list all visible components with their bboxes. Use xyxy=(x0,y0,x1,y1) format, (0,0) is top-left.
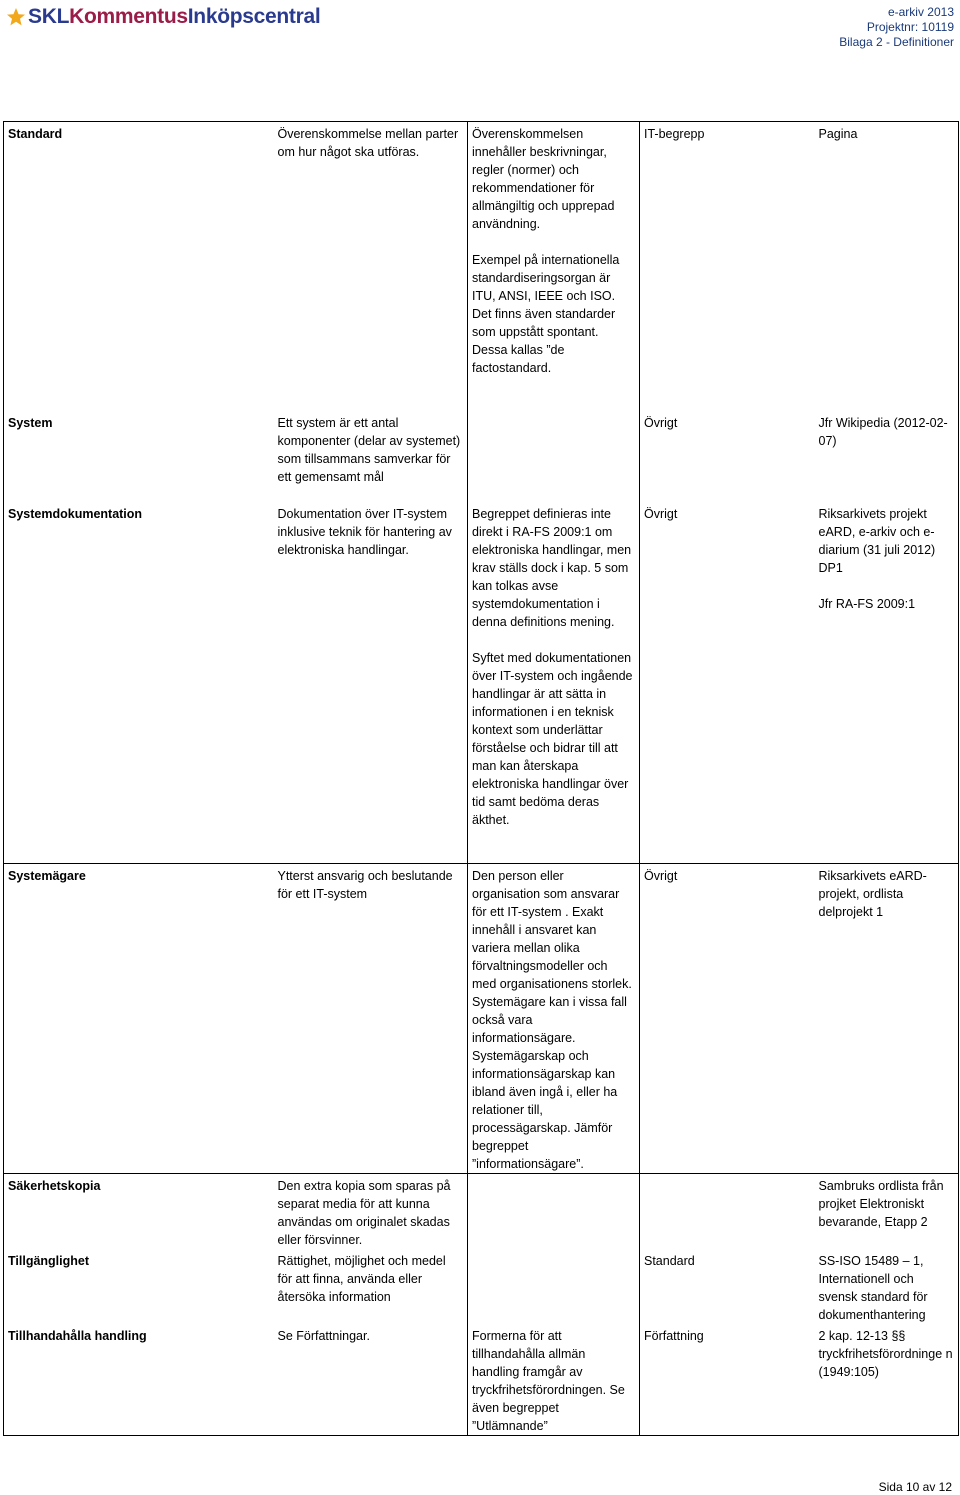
source-cell xyxy=(815,411,959,502)
logo-text-skl: SKL xyxy=(28,5,70,28)
definition-text: Den extra kopia som sparas på separat media för att kunna användas om originalet skadas eller försvinner. xyxy=(277,1179,451,1247)
header-logo xyxy=(6,4,320,30)
logo-star-icon xyxy=(6,7,26,27)
source-text: Riksarkivets projekt eARD, e-arkiv och e-diarium (31 juli 2012) DP1 xyxy=(818,506,936,575)
term-cell: Tillgänglighet xyxy=(8,1254,90,1268)
page-number: Sida 10 av 12 xyxy=(878,1480,952,1494)
term-cell: Systemdokumentation xyxy=(8,506,143,521)
category-cell: Övrigt xyxy=(640,864,815,1174)
header-project-number: Projektnr: 10119 xyxy=(866,20,954,34)
source-cell xyxy=(815,864,959,1174)
header-meta xyxy=(839,5,954,50)
term-cell: Säkerhetskopia xyxy=(4,1174,274,1250)
term-cell: Tillhandahålla handling xyxy=(8,1329,147,1343)
table-row xyxy=(4,122,959,411)
category-cell: Författning xyxy=(644,1329,704,1343)
table-row xyxy=(4,1249,959,1324)
comment-text: Formerna för att tillhandahålla allmän handling framgår av tryckfrihetsförordningen. Se även begreppet ”Utlämnande” xyxy=(472,1329,625,1433)
term-cell: Systemägare xyxy=(4,864,274,1174)
source-cell xyxy=(815,1174,959,1250)
category-cell xyxy=(640,1174,815,1250)
source-text: Pagina xyxy=(818,127,858,141)
definition-text: Ett system är ett antal komponenter (delar av systemet) som tillsammans samverkar för ett gemensamt mål xyxy=(277,415,461,484)
source-text: Jfr RA-FS 2009:1 xyxy=(818,596,916,611)
header-appendix: Bilaga 2 - Definitioner xyxy=(839,35,954,49)
table-row xyxy=(4,411,959,502)
category-cell: Standard xyxy=(644,1254,695,1268)
comment-text: Överenskommelsen innehåller beskrivningar, regler (normer) och rekommendationer för allmängiltig och upprepad användning. xyxy=(472,127,615,231)
definition-text: Ytterst ansvarig och beslutande för ett IT-system xyxy=(277,869,453,901)
source-text: Sambruks ordlista från projket Elektroniskt bevarande, Etapp 2 xyxy=(818,1179,944,1229)
source-cell xyxy=(815,502,959,864)
definition-cell xyxy=(274,122,468,411)
table-row xyxy=(4,864,959,1174)
category-cell: IT-begrepp xyxy=(644,127,705,141)
definition-text: Se Författningar. xyxy=(277,1329,370,1343)
comment-cell xyxy=(468,1249,640,1324)
comment-cell xyxy=(468,122,640,411)
source-cell xyxy=(815,1249,959,1324)
table-row xyxy=(4,1324,959,1436)
comment-text: Begreppet definieras inte direkt i RA-FS 2009:1 om elektroniska handlingar, men krav ställs dock i kap. 5 som kan tolkas avse systemdokumentation i denna definitions mening. xyxy=(472,506,632,629)
source-text: Jfr Wikipedia (2012-02-07) xyxy=(818,415,948,448)
term-cell: System xyxy=(8,415,53,430)
comment-text: Exempel på internationella standardiseringsorgan är ITU, ANSI, IEEE och ISO. Det finns även standarder som uppstått spontant. Dessa kallas ”de factostandard. xyxy=(472,253,620,375)
source-cell xyxy=(815,1324,959,1436)
source-cell xyxy=(815,122,959,411)
category-cell: Övrigt xyxy=(644,506,678,521)
comment-cell xyxy=(468,502,640,864)
definition-cell xyxy=(274,1174,468,1250)
logo-text-kommentus: Kommentus xyxy=(69,5,188,28)
definition-cell xyxy=(274,1324,468,1436)
term-cell: Standard xyxy=(8,127,63,141)
comment-text: Den person eller organisation som ansvarar för ett IT-system . Exakt innehåll i ansvaret kan variera mellan olika förvaltningsmodeller och med organisationens storlek. Systemägare kan i vissa fall också vara informationsägare. Systemägarskap och informationsägarskap kan ibland även ingå i, eller ha relationer till, processägarskap. Jämför begreppet ”informationsägare”. xyxy=(472,869,632,1171)
definition-text: Rättighet, möjlighet och medel för att finna, använda eller återsöka information xyxy=(277,1254,446,1304)
header-project: e-arkiv 2013 xyxy=(887,5,954,19)
comment-cell xyxy=(468,1324,640,1436)
definition-text: Dokumentation över IT-system inklusive teknik för hantering av elektroniska handlingar. xyxy=(277,506,452,557)
logo-text-inkopscentral: Inköpscentral xyxy=(187,5,321,28)
category-cell: Övrigt xyxy=(644,415,678,430)
comment-cell xyxy=(468,1174,640,1250)
definition-cell xyxy=(274,411,468,502)
definitions-table-body xyxy=(4,122,959,1436)
definition-cell xyxy=(274,502,468,864)
definition-cell xyxy=(274,1249,468,1324)
source-text: Riksarkivets eARD-projekt, ordlista delprojekt 1 xyxy=(818,869,927,919)
definition-cell xyxy=(274,864,468,1174)
comment-cell xyxy=(468,864,640,1174)
definitions-table xyxy=(3,121,959,1436)
comment-text: Syftet med dokumentationen över IT-system och ingående handlingar är att sätta in informationen i en teknisk kontext som underlättar förståelse och bidrar till att man kan återskapa elektroniska handlingar över tid samt bedöma deras äkthet. xyxy=(472,650,633,827)
source-text: SS-ISO 15489 – 1, Internationell och svensk standard för dokumenthantering xyxy=(818,1254,928,1322)
table-row xyxy=(4,1174,959,1250)
table-row xyxy=(4,502,959,864)
comment-cell xyxy=(468,411,640,502)
source-text: 2 kap. 12-13 §§ tryckfrihetsförordninge n (1949:105) xyxy=(818,1329,953,1379)
definition-text: Överenskommelse mellan parter om hur något ska utföras. xyxy=(277,127,459,159)
